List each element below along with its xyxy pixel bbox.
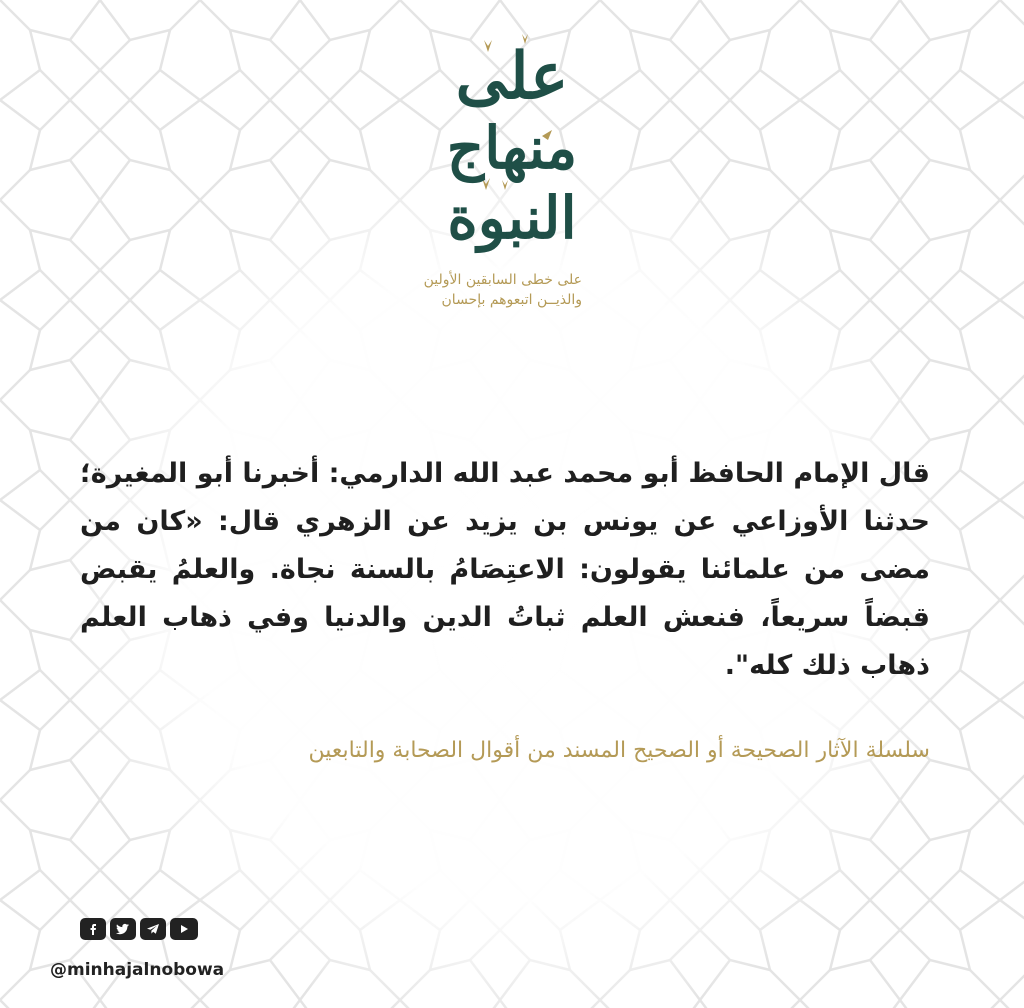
source-text: سلسلة الآثار الصحيحة أو الصحيح المسند من أقوال الصحابة والتابعين (308, 738, 930, 763)
logo-line-3: النبوة (447, 184, 577, 252)
quote-text: قال الإمام الحافظ أبو محمد عبد الله الدارمي: أخبرنا أبو المغيرة؛ حدثنا الأوزاعي عن يونس بن يزيد عن الزهري قال: «كان من مضى من علمائنا يقولون: الاعتِصَامُ بالسنة نجاة. والعلمُ يقبض قبضاً سريعاً، فنعش العلم ثباتُ الدين والدنيا وفي ذهاب العلم ذهاب ذلك كله". (80, 458, 930, 681)
tagline-line-1: على خطى السابقين الأولين (423, 272, 582, 288)
facebook-icon[interactable] (80, 918, 106, 940)
twitter-icon[interactable] (110, 918, 136, 940)
logo-tagline (372, 270, 582, 310)
youtube-icon[interactable] (170, 918, 198, 940)
logo-line-2: منهاج (446, 114, 578, 182)
tagline-line-2: والذيــن اتبعوهم بإحسان (441, 292, 582, 308)
social-icons (80, 918, 198, 940)
social-handle[interactable]: @minhajalnobowa (50, 960, 225, 980)
logo (372, 28, 652, 318)
logo-calligraphy (372, 28, 652, 278)
telegram-icon[interactable] (140, 918, 166, 940)
logo-line-1: على (455, 39, 569, 114)
